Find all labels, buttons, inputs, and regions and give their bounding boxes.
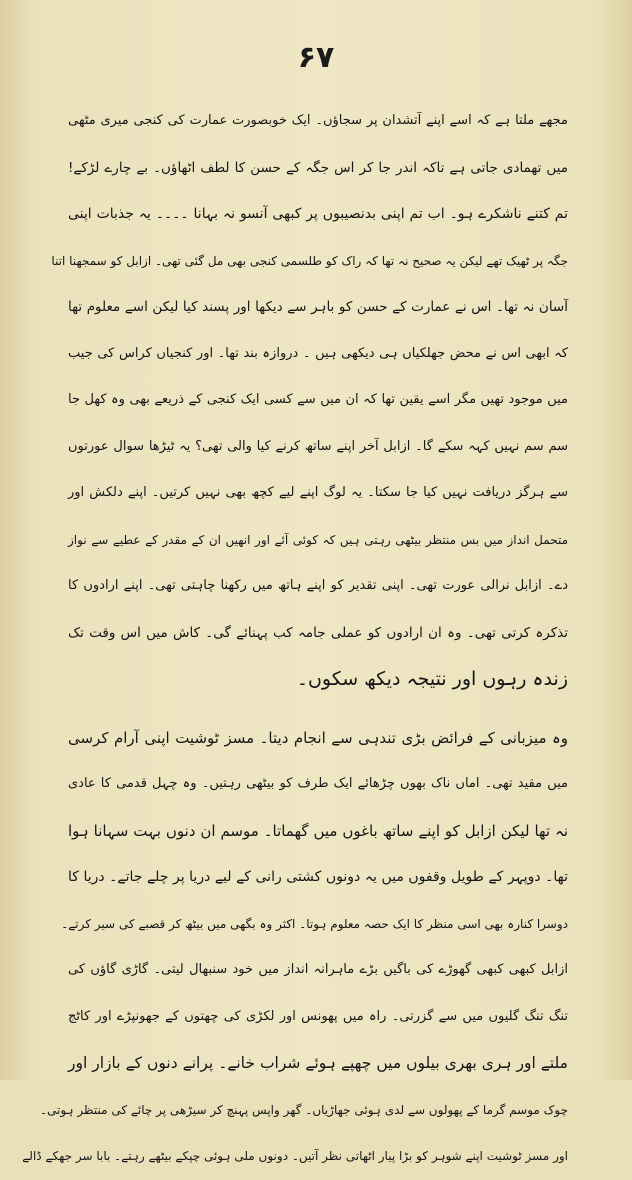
text-line: وہ میزبانی کے فرائض بڑی تندہی سے انجام دیتا۔ مسز ٹوشیت اپنی آرام کرسی xyxy=(68,728,568,747)
text-line: مجھے ملتا ہے کہ اسے اپنے آتشدان پر سجاؤں۔ ایک خوبصورت عمارت کی کنجی میری مٹھی xyxy=(68,113,568,128)
text-line: متحمل انداز میں بس منتظر بیٹھی رہتی ہیں کہ کوئی آئے اور انھیں ان کے مقدر کے عطیے سے نواز xyxy=(68,532,568,547)
paragraph xyxy=(22,715,568,1180)
text-line: آسان نہ تھا۔ اس نے عمارت کے حسن کو باہر سے دیکھا اور پسند کیا لیکن اسے معلوم تھا xyxy=(68,299,568,315)
text-line: زندہ رہوں اور نتیجہ دیکھ سکوں۔ xyxy=(296,668,568,690)
text-line: نہ تھا لیکن ازابل کو اپنے ساتھ باغوں میں گھماتا۔ موسم ان دنوں بہت سہانا ہوا xyxy=(68,821,568,840)
text-line: تم کتنے ناشکرے ہو۔ اب تم اپنی بدنصیبوں پر کبھی آنسو نہ بہانا ۔۔۔۔ یہ جذبات اپنی xyxy=(68,206,568,222)
text-line: میں موجود تھیں مگر اسے یقین تھا کہ ان میں سے کسی ایک کنجی کے ذریعے بھی وہ کھل جا xyxy=(68,392,568,407)
text-line: چوک موسم گرما کے پھولوں سے لدی ہوئی جھاڑیاں۔ گھر واپس پہنچ کر سیڑھی پر چائے کی منتظر ہوتی۔ xyxy=(39,1102,568,1117)
text-line: میں مقید تھی۔ اماں ناک بھوں چڑھائے ایک طرف کو بیٹھی رہتیں۔ وہ چہل قدمی کا عادی xyxy=(68,776,568,791)
text-line: جگہ پر ٹھیک تھے لیکن یہ صحیح نہ تھا کہ راک کو طلسمی کنجی بھی مل گئی تھی۔ ازابل کو سمجھنا اتنا xyxy=(51,253,568,268)
paragraph-gap xyxy=(68,703,568,715)
text-line: دوسرا کنارہ بھی اسی منظر کا ایک حصہ معلوم ہوتا۔ اکثر وہ بگھی میں بیٹھ کر قصبے کی سیر کرتے۔ xyxy=(61,916,568,931)
text-line: کہ ابھی اس نے محض جھلکیاں ہی دیکھی ہیں ۔ دروازہ بند تھا۔ اور کنجیاں کراس کی جیب xyxy=(68,345,568,361)
text-line: تذکرہ کرتی تھی۔ وہ ان ارادوں کو عملی جامہ کب پہنائے گی۔ کاش میں اس وقت تک xyxy=(68,624,568,641)
paragraph xyxy=(51,98,568,703)
text-line: ازابل کبھی کبھی گھوڑے کی باگیں بڑے ماہرانہ انداز میں خود سنبھال لیتی۔ گاڑی گاؤں کی xyxy=(68,962,568,977)
text-line: سے ہرگز دریافت نہیں کیا جا سکتا۔ یہ لوگ اپنے لیے کچھ بھی نہیں کرتیں۔ اپنے دلکش اور xyxy=(68,485,568,500)
text-line: سم سم نہیں کہہ سکے گا۔ ازابل آخر اپنے ساتھ کرنے کیا والی تھی؟ یہ ٹیڑھا سوال عورتوں xyxy=(68,438,568,454)
text-line: تھا۔ دوپہر کے طویل وقفوں میں یہ دونوں کشتی رانی کے لیے دریا پر چلے جاتے۔ دریا کا xyxy=(68,869,568,885)
text-line: دے۔ ازابل نرالی عورت تھی۔ اپنی تقدیر کو اپنے ہاتھ میں رکھنا چاہتی تھی۔ اپنے ارادوں کا xyxy=(68,578,568,593)
text-line: ملتے اور ہری بھری بیلوں میں چھپے ہوئے شراب خانے۔ پرانے دنوں کے بازار اور xyxy=(68,1054,568,1072)
text-line: اور مسز ٹوشیت اپنے شوہر کو بڑا پیار اٹھاتی نظر آتیں۔ دونوں ملی ہوئی چپکے بیٹھے رہتے۔ بابا سر جھکے ڈالے xyxy=(22,1149,568,1163)
text-line: تنگ تنگ گلیوں میں سے گزرتی۔ راہ میں پھونس اور لکڑی کی چھتوں کے جھونپڑے اور کاٹج xyxy=(68,1008,568,1024)
page-number: ۶۷ xyxy=(297,40,335,75)
text-line: میں تھمادی جاتی ہے تاکہ اندر جا کر اس جگہ کے حسن کا لطف اٹھاؤں۔ بے چارے لڑکے! xyxy=(68,159,568,176)
page-text xyxy=(22,98,568,1180)
